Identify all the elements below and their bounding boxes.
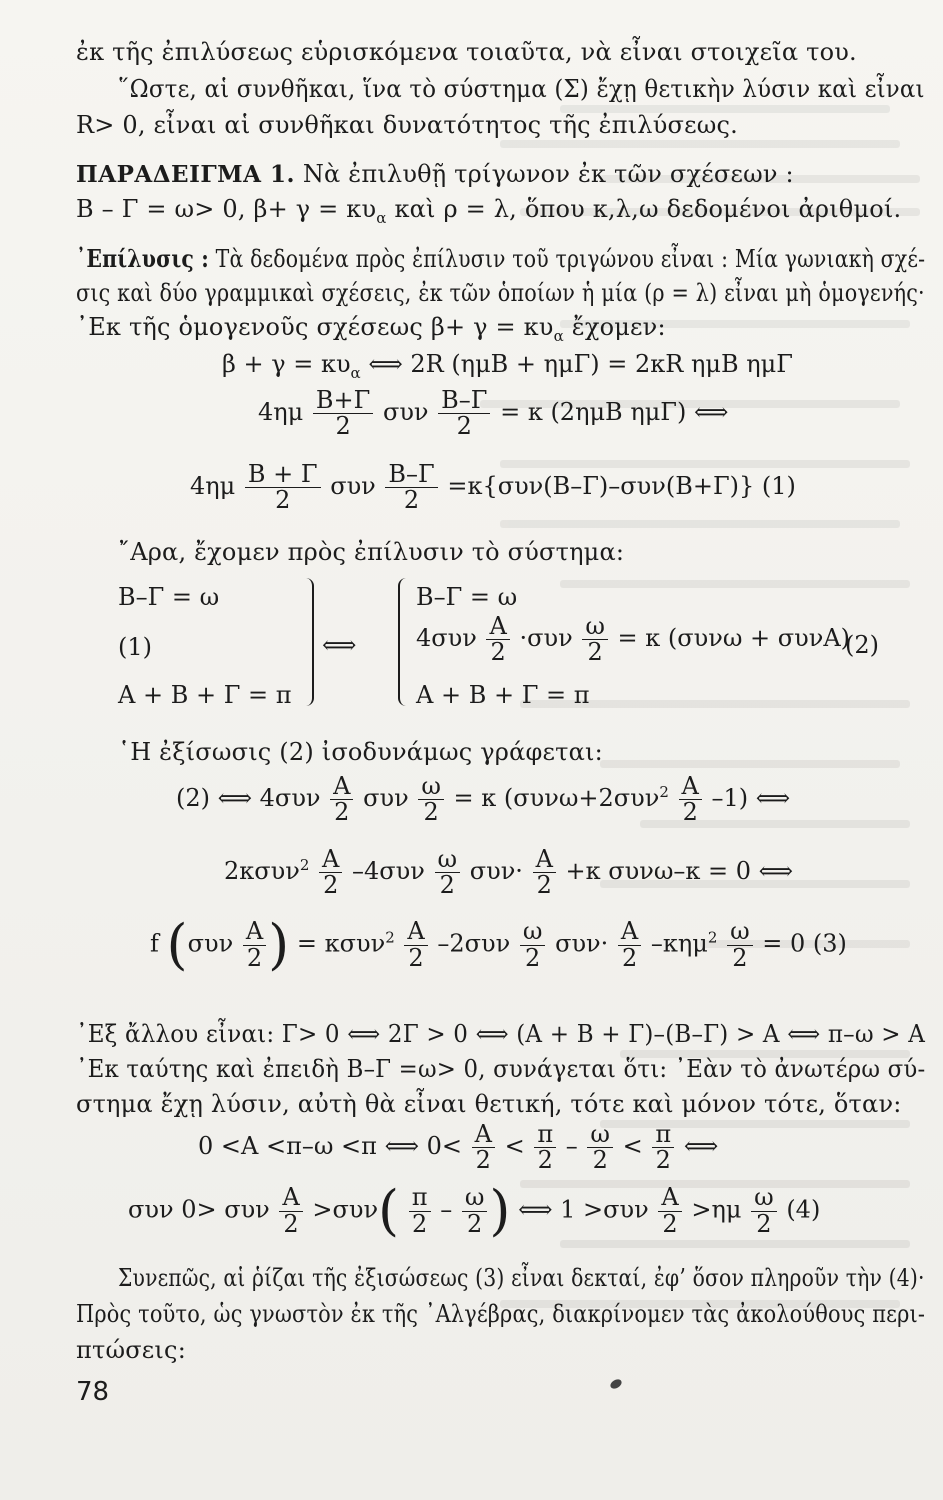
text-line: R> 0, εἶναι αἱ συνθῆκαι δυνατότητος τῆς ἐπιλύσεως. (76, 111, 738, 139)
denominator: 2 (423, 798, 439, 827)
denominator: 2 (456, 412, 472, 441)
eq-part: συν 0> συν (128, 1195, 278, 1224)
equation-6 (150, 913, 847, 976)
denominator: 2 (412, 1209, 428, 1238)
numerator: ω (751, 1185, 777, 1211)
right-brace (300, 578, 314, 706)
text-line: ἐκ τῆς ἐπιλύσεως εὑρισκόμενα τοιαῦτα, νὰ εἶναι στοιχεῖα του. (76, 38, 857, 66)
denominator: 2 (621, 943, 638, 972)
eq-part: ⟺ 2R (ημΒ + ημΓ) = 2κR ημΒ ημΓ (360, 350, 793, 378)
numerator: ω (582, 614, 608, 640)
eq-part: 0 <Α <π–ω <π ⟺ 0< (198, 1132, 462, 1161)
eq-part: =κ{συν(Β–Γ)–συν(Β+Γ)} (1) (447, 472, 796, 501)
numerator: Α (330, 774, 353, 800)
numerator: Β + Γ (245, 462, 321, 488)
example-heading: ΠΑΡΑΔΕΙΓΜΑ 1. (76, 161, 295, 188)
denominator: 2 (682, 798, 698, 827)
fraction (313, 388, 373, 439)
denominator: 2 (323, 871, 339, 900)
text-line: ῞Ωστε, αἱ συνθῆκαι, ἵνα τὸ σύστημα (Σ) ἔχῃ θετικὴν λύσιν καὶ εἶναι (118, 75, 925, 103)
numerator: Β+Γ (313, 388, 373, 414)
denominator: 2 (466, 1209, 483, 1238)
denominator: 2 (408, 943, 424, 972)
eq-part: – (440, 1195, 460, 1224)
superscript: 2 (707, 928, 718, 947)
superscript: 2 (385, 928, 395, 947)
fraction (385, 462, 437, 513)
numerator: Α (243, 919, 266, 945)
equation-3 (190, 462, 796, 513)
numerator: ω (520, 919, 546, 945)
example-line (76, 160, 794, 188)
solution-line (76, 244, 925, 273)
eq-part: 4συν (416, 624, 477, 653)
fraction (330, 774, 353, 825)
eq-part: = κ (2ημΒ ημΓ) ⟺ (500, 398, 729, 427)
denominator: 2 (536, 871, 552, 900)
denominator: 2 (335, 412, 351, 441)
fraction (404, 919, 427, 970)
system-right-line (416, 614, 850, 665)
text-line: Πρὸς τοῦτο, ὡς γνωστὸν ἐκ τῆς ᾿Αλγέβρας, διακρίνομεν τὰς ἀκολούθους περι- (76, 1300, 926, 1328)
text-line (76, 195, 901, 227)
numerator: Α (279, 1185, 302, 1211)
fraction (486, 614, 509, 665)
system-left-line: Α + Β + Γ = π (118, 681, 292, 709)
given-relations-tail: καὶ ρ = λ, ὅπου κ,λ,ω δεδομένοι ἀριθμοί. (386, 195, 902, 223)
eq-part: = κσυν (296, 929, 386, 958)
denominator: 2 (334, 798, 350, 827)
fraction (472, 1122, 495, 1173)
subscript: α (553, 326, 564, 345)
eq-part: = κ (συνω+2συν (453, 784, 660, 813)
eq-part: +κ συνω–κ = 0 ⟺ (565, 857, 794, 886)
eq-part: –κημ (650, 929, 708, 958)
system-right-line: Β–Γ = ω (416, 583, 518, 611)
numerator: π (409, 1185, 431, 1211)
numerator: Α (679, 774, 702, 800)
text-line (76, 313, 666, 345)
eq-part: συν· (469, 857, 523, 886)
fraction (618, 919, 641, 970)
ink-speck (609, 1378, 623, 1391)
eq-part: β + γ = κυ (222, 350, 351, 378)
text-line: στημα ἔχῃ λύσιν, αὐτὴ θὰ εἶναι θετική, τότε καὶ μόνον τότε, ὅταν: (76, 1090, 902, 1118)
eq-part: ·συν (519, 624, 573, 653)
numerator: Α (658, 1185, 681, 1211)
numerator: ω (587, 1122, 613, 1148)
eq-part: συν (382, 398, 429, 427)
eq-part: συν (187, 929, 234, 958)
fraction (435, 847, 461, 898)
fraction (438, 388, 490, 439)
subscript: α (350, 363, 361, 382)
fraction (462, 1185, 488, 1236)
paren: ) (268, 913, 290, 976)
numerator: ω (462, 1185, 488, 1211)
denominator: 2 (524, 943, 541, 972)
numerator: ω (435, 847, 461, 873)
fraction (534, 1122, 556, 1173)
system-right-line: Α + Β + Γ = π (416, 681, 590, 709)
solution-heading: ᾿Επίλυσις : (76, 244, 210, 273)
fraction (418, 774, 444, 825)
numerator: Α (533, 847, 556, 873)
fraction (652, 1122, 674, 1173)
homogeneous-tail: ἔχομεν: (563, 313, 666, 341)
eq-part: (2) ⟺ 4συν (176, 784, 321, 813)
numerator: Β–Γ (385, 462, 437, 488)
denominator: 2 (732, 943, 748, 972)
numerator: ω (418, 774, 444, 800)
paren: ( (166, 913, 188, 976)
fraction (751, 1185, 777, 1236)
numerator: Β–Γ (438, 388, 490, 414)
left-brace (398, 578, 412, 706)
fraction (587, 1122, 613, 1173)
eq-part: = κ (συνω + συνΑ) (617, 624, 851, 653)
equation-7 (198, 1122, 718, 1173)
text-line: ῎Αρα, ἔχομεν πρὸς ἐπίλυσιν τὸ σύστημα: (118, 538, 625, 566)
eq-part: –2συν (437, 929, 511, 958)
system-left-line: Β–Γ = ω (118, 583, 220, 611)
denominator: 2 (275, 486, 291, 515)
eq-part: >ημ (691, 1195, 742, 1224)
subscript: α (376, 208, 387, 227)
solution-text: Τὰ δεδομένα πρὸς ἐπίλυσιν τοῦ τριγώνου εἶναι : Μία γωνιακὴ σχέ- (209, 245, 926, 273)
text-line: ᾿Εξ ἄλλου εἶναι: Γ> 0 ⟺ 2Γ > 0 ⟺ (Α + Β + Γ)–(Β–Γ) > Α ⟺ π–ω > Α (76, 1020, 926, 1048)
numerator: Α (486, 614, 509, 640)
numerator: Α (404, 919, 427, 945)
equation-1 (222, 350, 793, 382)
paren: ) (489, 1179, 511, 1242)
eq-part: f (150, 929, 159, 958)
fraction (279, 1185, 302, 1236)
text-line: σις καὶ δύο γραμμικαὶ σχέσεις, ἐκ τῶν ὁποίων ἡ μία (ρ = λ) εἶναι μὴ ὁμογενής· (76, 279, 925, 307)
equation-tag: (2) (845, 631, 879, 659)
numerator: Α (319, 847, 342, 873)
text-line: Συνεπῶς, αἱ ῥίζαι τῆς ἐξισώσεως (3) εἶναι δεκταί, ἐφ’ ὅσον πληροῦν τὴν (4)· (118, 1264, 925, 1292)
fraction (243, 919, 266, 970)
numerator: π (534, 1122, 556, 1148)
equation-5 (224, 847, 793, 898)
numerator: ω (727, 919, 753, 945)
equation-8 (128, 1179, 821, 1242)
denominator: 2 (283, 1209, 299, 1238)
given-relations: Β – Γ = ω> 0, β+ γ = κυ (76, 195, 377, 223)
fraction (582, 614, 608, 665)
eq-part: 2κσυν (224, 857, 300, 886)
text-line: ῾Η ἐξίσωσις (2) ἰσοδυνάμως γράφεται: (118, 738, 603, 766)
denominator: 2 (475, 1146, 491, 1175)
denominator: 2 (655, 1146, 671, 1175)
eq-part: < (504, 1132, 533, 1161)
eq-part: –1) ⟺ (711, 784, 791, 813)
fraction (679, 774, 702, 825)
page-number: 78 (76, 1377, 110, 1407)
text-line: πτώσεις: (76, 1336, 186, 1364)
fraction (533, 847, 556, 898)
eq-part: = 0 (3) (762, 929, 847, 958)
fraction (245, 462, 321, 513)
denominator: 2 (756, 1209, 772, 1238)
equivalence-arrow: ⟺ (322, 631, 357, 659)
denominator: 2 (403, 486, 420, 515)
numerator: π (652, 1122, 674, 1148)
denominator: 2 (490, 638, 506, 667)
denominator: 2 (439, 871, 455, 900)
fraction (727, 919, 753, 970)
eq-part: >συν (312, 1195, 379, 1224)
system-left-label: (1) (118, 633, 152, 661)
eq-part: συν· (555, 929, 609, 958)
denominator: 2 (246, 943, 263, 972)
denominator: 2 (537, 1146, 553, 1175)
eq-part: συν (330, 472, 376, 501)
superscript: 2 (299, 856, 310, 875)
eq-part: συν (363, 784, 409, 813)
equation-4 (176, 774, 790, 825)
fraction (409, 1185, 431, 1236)
superscript: 2 (659, 783, 669, 802)
denominator: 2 (592, 1146, 608, 1175)
denominator: 2 (587, 638, 603, 667)
eq-part: 4ημ (258, 398, 304, 427)
denominator: 2 (662, 1209, 678, 1238)
eq-part: 4ημ (190, 472, 236, 501)
eq-part: – (565, 1132, 586, 1161)
paren: ( (378, 1179, 400, 1242)
fraction (658, 1185, 681, 1236)
eq-part: –4συν (352, 857, 425, 886)
homogeneous-text: ᾿Εκ τῆς ὁμογενοῦς σχέσεως β+ γ = κυ (76, 313, 554, 341)
example-statement: Νὰ ἐπιλυθῇ τρίγωνον ἐκ τῶν σχέσεων : (295, 160, 794, 188)
eq-part: < (622, 1132, 651, 1161)
fraction (319, 847, 342, 898)
fraction (520, 919, 546, 970)
eq-part: ⟺ 1 >συν (518, 1195, 649, 1224)
equation-2 (258, 388, 728, 439)
numerator: Α (618, 919, 641, 945)
eq-part: ⟺ (683, 1132, 719, 1161)
text-line: ᾿Εκ ταύτης καὶ ἐπειδὴ Β–Γ =ω> 0, συνάγεται ὅτι: ᾿Εὰν τὸ ἀνωτέρω σύ- (76, 1055, 926, 1083)
numerator: Α (472, 1122, 495, 1148)
eq-part: (4) (786, 1195, 821, 1224)
